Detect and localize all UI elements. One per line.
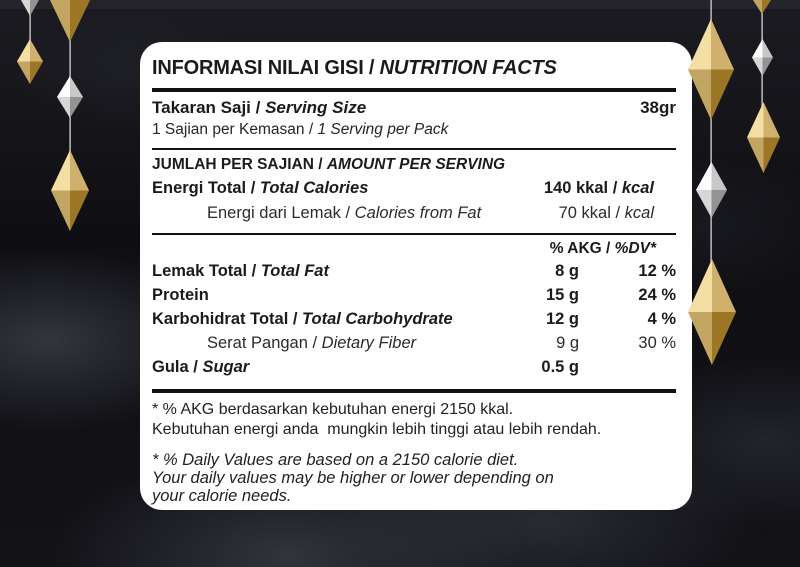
serving-per-pack-row: 1 Sajian per Kemasan / 1 Serving per Pack (152, 121, 449, 138)
top-band (0, 0, 800, 9)
serving-size-value: 38gr (640, 98, 676, 117)
calories-from-fat-row (152, 201, 676, 226)
dv-value: 4 % (647, 310, 676, 328)
dv-value: 30 % (638, 334, 676, 352)
amount-value: 9 g (556, 334, 579, 352)
serving-size-label: Takaran Saji / Serving Size (152, 98, 367, 117)
daily-value-header: % AKG / %DV* (549, 240, 656, 257)
amount-value: 15 g (545, 286, 579, 304)
divider-thin (152, 148, 676, 150)
footnote-english: * % Daily Values are based on a 2150 calorie diet. Your daily values may be higher or lower depending on your calorie needs. (152, 451, 554, 505)
amount-value: 0.5 g (541, 358, 579, 376)
dv-value: 24 % (638, 286, 676, 304)
gold-diamond-ornament (51, 150, 89, 231)
calories-from-fat-value: 70 kkal / kcal (558, 204, 654, 222)
nutrient-row-sugar: Gula / Sugar 0.5 g (152, 355, 676, 379)
divider-thick (152, 88, 676, 92)
gold-diamond-ornament (50, 0, 90, 42)
dv-value: 12 % (638, 262, 676, 280)
calories-from-fat-label: Energi dari Lemak / Calories from Fat (207, 204, 482, 222)
nutrient-row-dietary-fiber: Serat Pangan / Dietary Fiber 9 g 30 % (152, 331, 676, 355)
gold-diamond-ornament (688, 259, 736, 365)
gold-diamond-ornament (747, 102, 780, 173)
gold-diamond-ornament (17, 39, 43, 84)
card-title-id: INFORMASI NILAI GISI / (152, 57, 380, 79)
total-calories-row (152, 176, 676, 201)
footnote-indonesian: * % AKG berdasarkan kebutuhan energi 2150 kkal. Kebutuhan energi anda mungkin lebih tinggi atau lebih rendah. (152, 401, 602, 438)
nutrient-row-total-fat: Lemak Total / Total Fat 8 g 12 % (152, 259, 676, 283)
silver-diamond-ornament (752, 39, 773, 76)
nutrient-row-protein: Protein 15 g 24 % (152, 283, 676, 307)
divider-thick (152, 389, 676, 393)
amount-value: 8 g (555, 262, 579, 280)
card-title-en: NUTRITION FACTS (379, 57, 557, 79)
gold-diamond-ornament (688, 19, 734, 120)
total-calories-label: Energi Total / Total Calories (152, 179, 369, 197)
nutrition-facts-card (140, 42, 692, 510)
card-title (152, 54, 676, 82)
nutrient-row-carbohydrate: Karbohidrat Total / Total Carbohydrate 12 g 4 % (152, 307, 676, 331)
total-calories-value: 140 kkal / kcal (543, 179, 654, 197)
silver-diamond-ornament (696, 162, 727, 218)
amount-per-serving-header: JUMLAH PER SAJIAN / AMOUNT PER SERVING (152, 156, 506, 173)
divider-thin (152, 233, 676, 235)
serving-size-row (152, 97, 676, 119)
silver-diamond-ornament (57, 76, 83, 118)
amount-value: 12 g (545, 310, 579, 328)
